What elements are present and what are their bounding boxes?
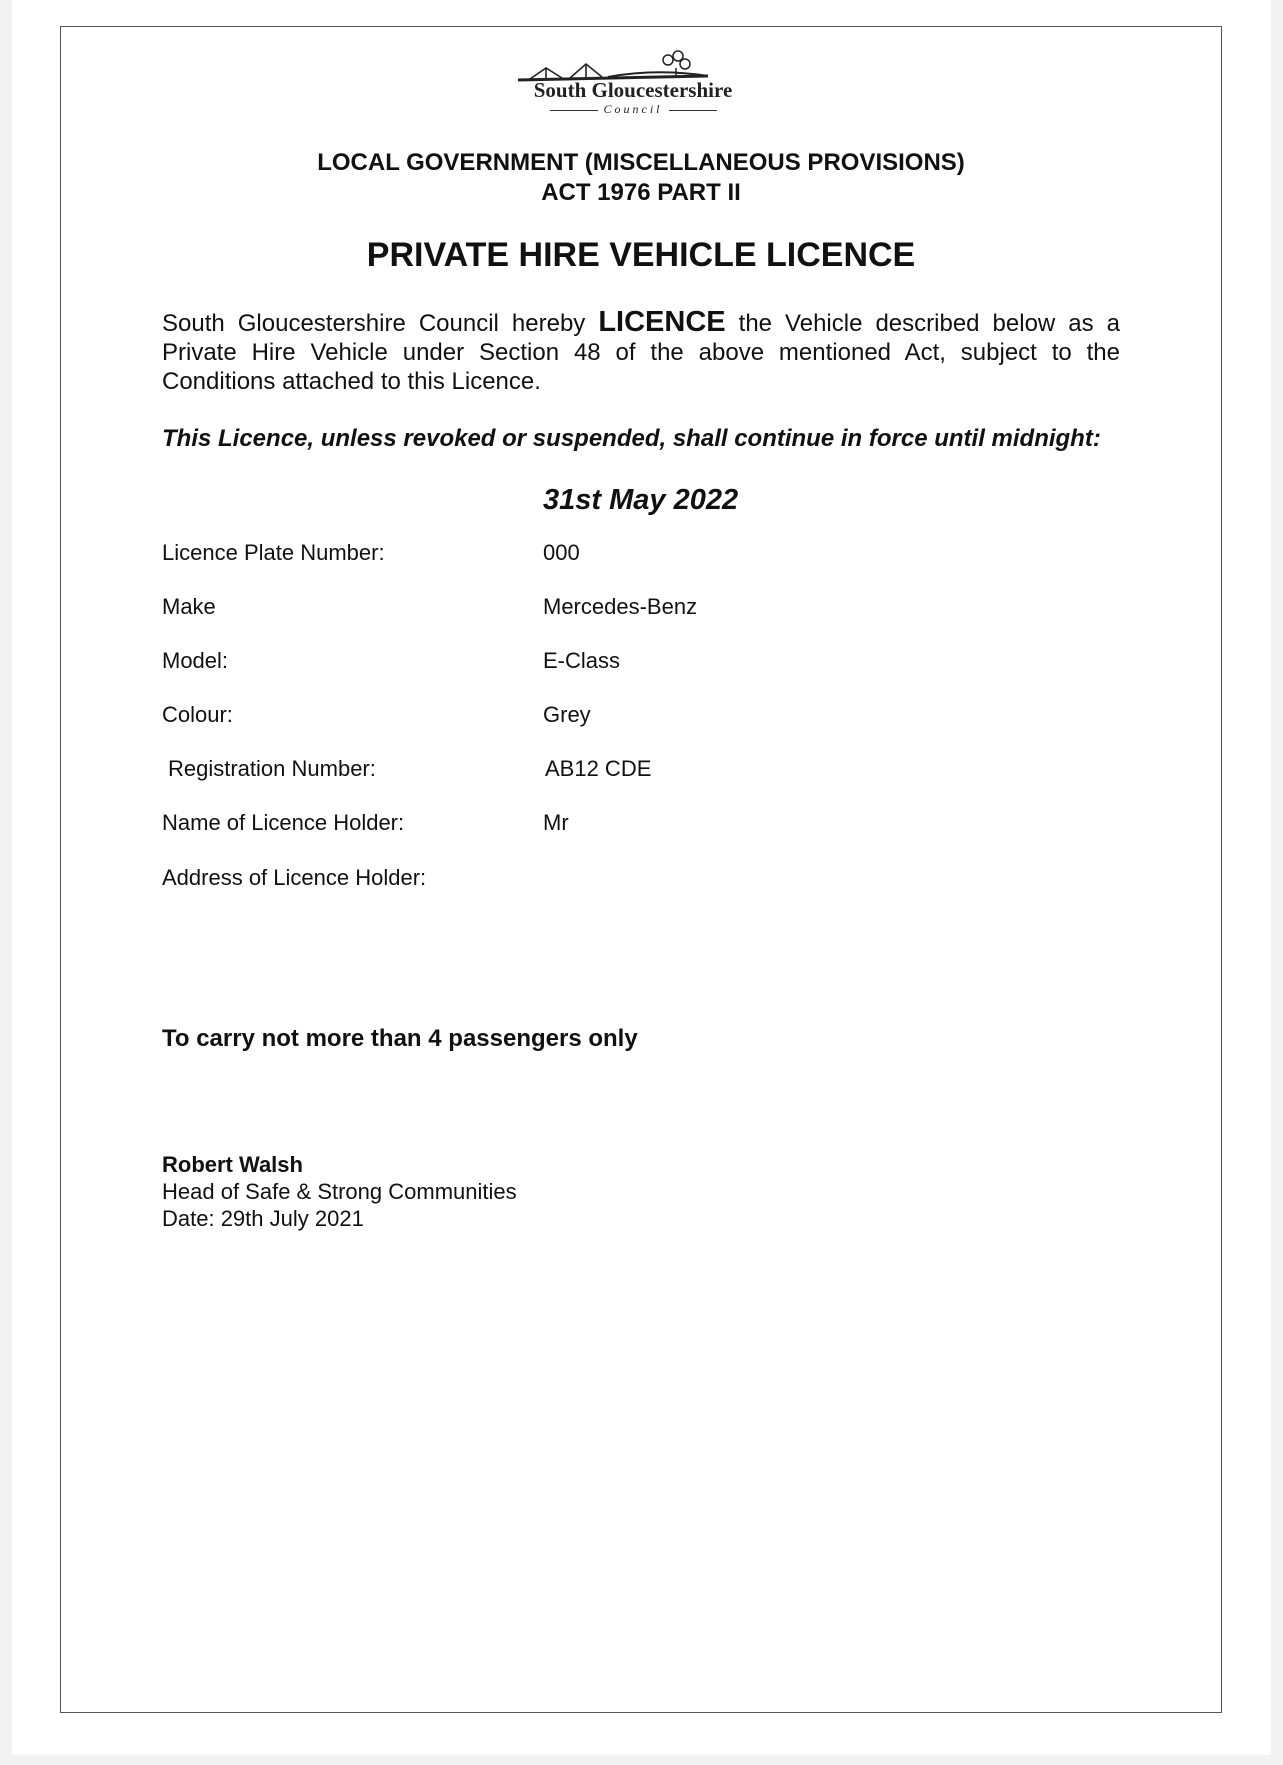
field-value-holder-name: Mr	[543, 810, 569, 835]
act-title-line-1: LOCAL GOVERNMENT (MISCELLANEOUS PROVISIONS)	[317, 149, 965, 176]
council-logo-subtitle: Council	[508, 102, 758, 117]
council-logo	[508, 46, 758, 118]
field-label-registration: Registration Number:	[168, 756, 376, 781]
field-value-plate-number: 000	[543, 540, 580, 565]
field-value-model: E-Class	[543, 648, 621, 673]
signatory-name: Robert Walsh	[162, 1152, 303, 1177]
council-logo-name: South Gloucestershire	[533, 78, 733, 102]
field-label-holder-address: Address of Licence Holder:	[162, 865, 427, 890]
field-label-plate-number: Licence Plate Number:	[162, 540, 385, 565]
intro-text-before: South Gloucestershire Council hereby	[162, 310, 586, 337]
expiry-date: 31st May 2022	[543, 484, 739, 516]
intro-paragraph	[162, 308, 1120, 396]
field-value-make: Mercedes-Benz	[543, 594, 698, 619]
act-title-line-2: ACT 1976 PART II	[541, 179, 741, 206]
field-label-model: Model:	[162, 648, 229, 673]
licence-title: PRIVATE HIRE VEHICLE LICENCE	[366, 236, 916, 274]
intro-text-after: the Vehicle described below as a Private Hire Vehicle under Section 48 of the above mentioned Act, subject to the Conditions attached to this Licence.	[162, 310, 1121, 395]
field-value-colour: Grey	[543, 702, 591, 727]
signatory-block	[162, 1151, 517, 1232]
field-label-make: Make	[162, 594, 216, 619]
field-value-registration: AB12 CDE	[545, 756, 652, 781]
act-title	[160, 148, 1122, 208]
field-label-colour: Colour:	[162, 702, 233, 727]
intro-licence-emphasis: LICENCE	[598, 306, 726, 338]
field-label-holder-name: Name of Licence Holder:	[162, 810, 405, 835]
passenger-limit: To carry not more than 4 passengers only	[162, 1025, 638, 1052]
signature-date: Date: 29th July 2021	[162, 1206, 364, 1231]
validity-statement: This Licence, unless revoked or suspended, shall continue in force until midnight:	[162, 425, 1101, 452]
signatory-role: Head of Safe & Strong Communities	[162, 1179, 517, 1204]
